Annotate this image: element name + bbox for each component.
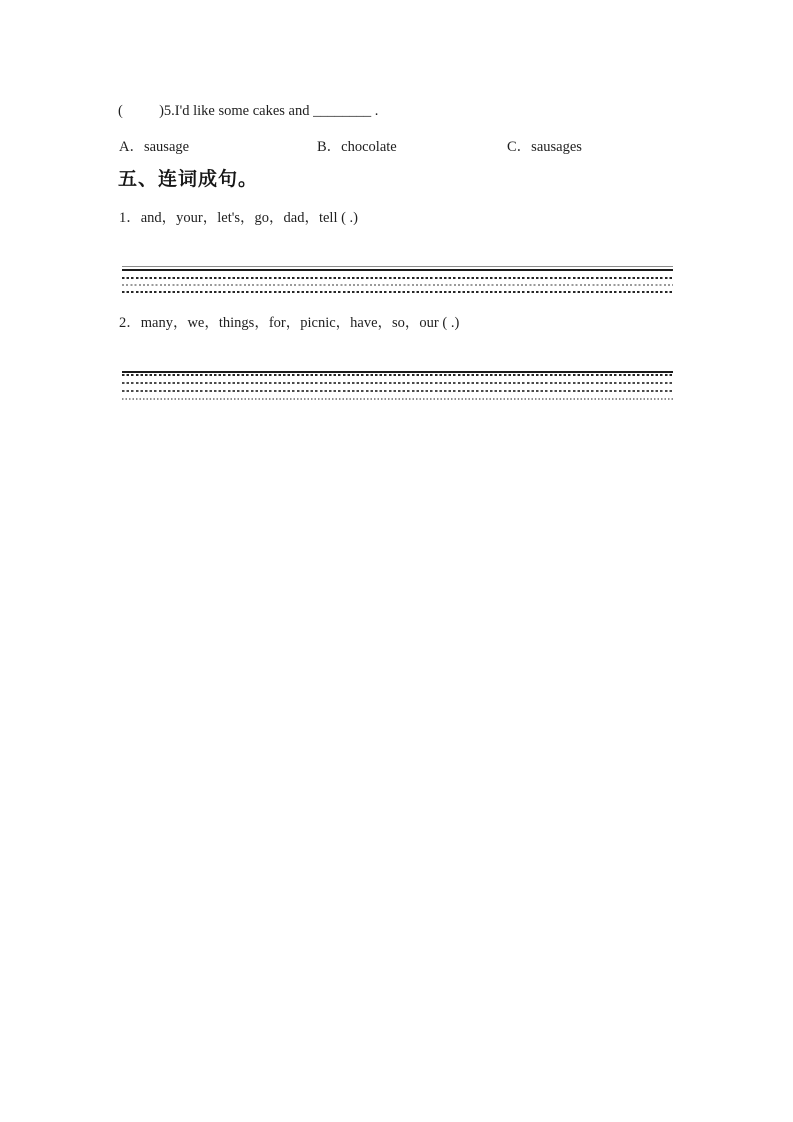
- writing-line: [122, 277, 673, 279]
- option-b: B．chocolate: [317, 139, 397, 155]
- writing-line: [122, 284, 673, 286]
- writing-line: [122, 390, 673, 392]
- writing-line: [122, 291, 673, 293]
- rearrange-item-1: 1．and，your，let's，go，dad，tell ( .): [119, 210, 359, 226]
- writing-line: [122, 371, 673, 373]
- option-c: C．sausages: [507, 139, 582, 155]
- writing-line: [122, 382, 673, 384]
- rearrange-item-2: 2．many，we，things，for，picnic，have，so，our ( .): [119, 315, 460, 331]
- answer-lines-2: [122, 371, 673, 401]
- option-a: A．sausage: [119, 139, 190, 155]
- writing-line: [122, 374, 673, 376]
- section-heading: 五、连词成句。: [118, 169, 259, 190]
- writing-line: [122, 269, 673, 271]
- writing-line: [122, 398, 673, 400]
- writing-line: [122, 266, 673, 267]
- answer-lines-1: [122, 266, 673, 294]
- question-5-text: ( )5.I'd like some cakes and ________ .: [118, 103, 379, 119]
